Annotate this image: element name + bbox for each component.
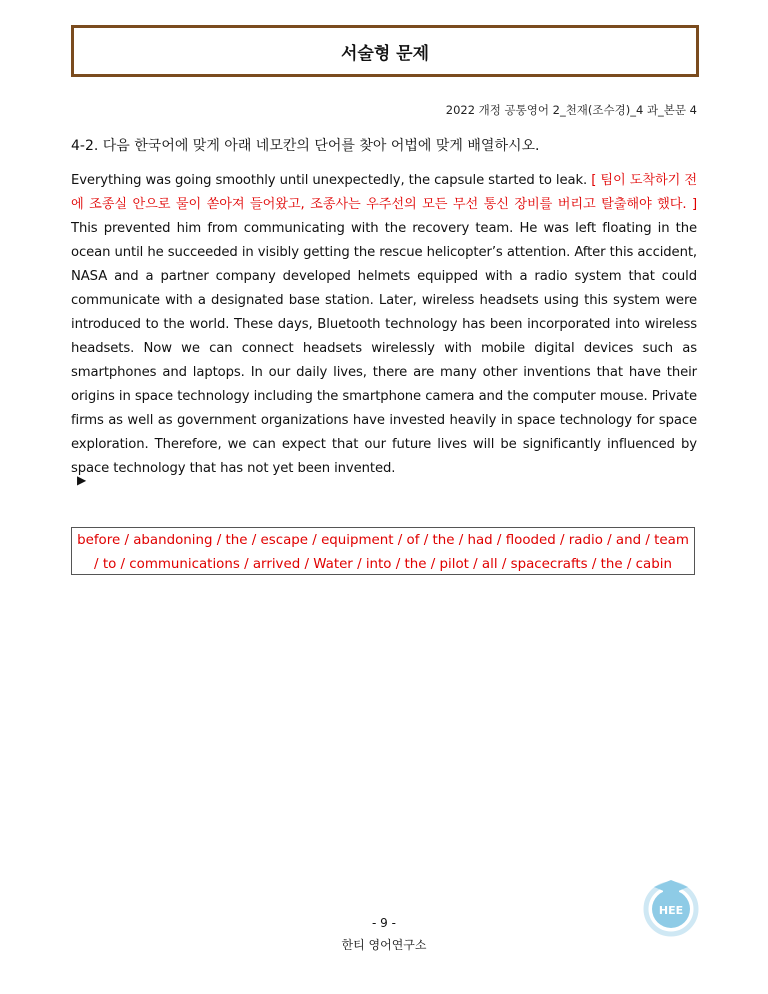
word-bank-box <box>71 527 695 575</box>
footer-org: 한티 영어연구소 <box>341 938 427 952</box>
page-number: - 9 - <box>372 916 396 930</box>
logo-text: HEE <box>658 904 684 917</box>
question-text: 4-2. 다음 한국어에 맞게 아래 네모칸의 단어를 찾아 어법에 맞게 배열하시오. <box>71 138 540 154</box>
passage-part2: This prevented him from communicating with the recovery team. He was left floating in the ocean until he succeeded in visibly getting the rescue helicopter’s attention. After this accident, NASA and a partner company developed helmets equipped with a radio system that could communicate with a designated base station. Later, wireless headsets using this system were introduced to the world. These days, Bluetooth technology has been incorporated into wireless headsets. Now we can connect headsets wirelessly with mobile digital devices such as smartphones and laptops. In our daily lives, there are many other inventions that have their origins in space technology including the smartphone camera and the computer mouse. Private firms as well as government organizations have invested heavily in space technology for space exploration. Therefore, we can expect that our future lives will be significantly influenced by space technology that has not yet been invented. <box>71 221 697 476</box>
section-title-box <box>71 25 699 77</box>
word-bank-line-1: before / abandoning / the / escape / equipment / of / the / had / flooded / radio / and / team <box>77 533 689 548</box>
section-title: 서술형 문제 <box>340 43 430 64</box>
answer-marker-icon: ▶ <box>77 473 87 487</box>
word-bank-line-2: / to / communications / arrived / Water / into / the / pilot / all / spacecrafts / the / cabin <box>94 557 672 572</box>
passage-korean-translation: [ 팀이 도착하기 전에 조종실 안으로 물이 쏟아져 들어왔고, 조종사는 우주선의 모든 무선 통신 장비를 버리고 탈출해야 했다. ] <box>71 173 697 212</box>
passage-part1: Everything was going smoothly until unexpectedly, the capsule started to leak. <box>71 173 592 188</box>
passage <box>71 169 697 481</box>
source-subtitle: 2022 개정 공통영어 2_천재(조수경)_4 과_본문 4 <box>445 103 697 117</box>
hee-logo-icon <box>636 872 706 942</box>
